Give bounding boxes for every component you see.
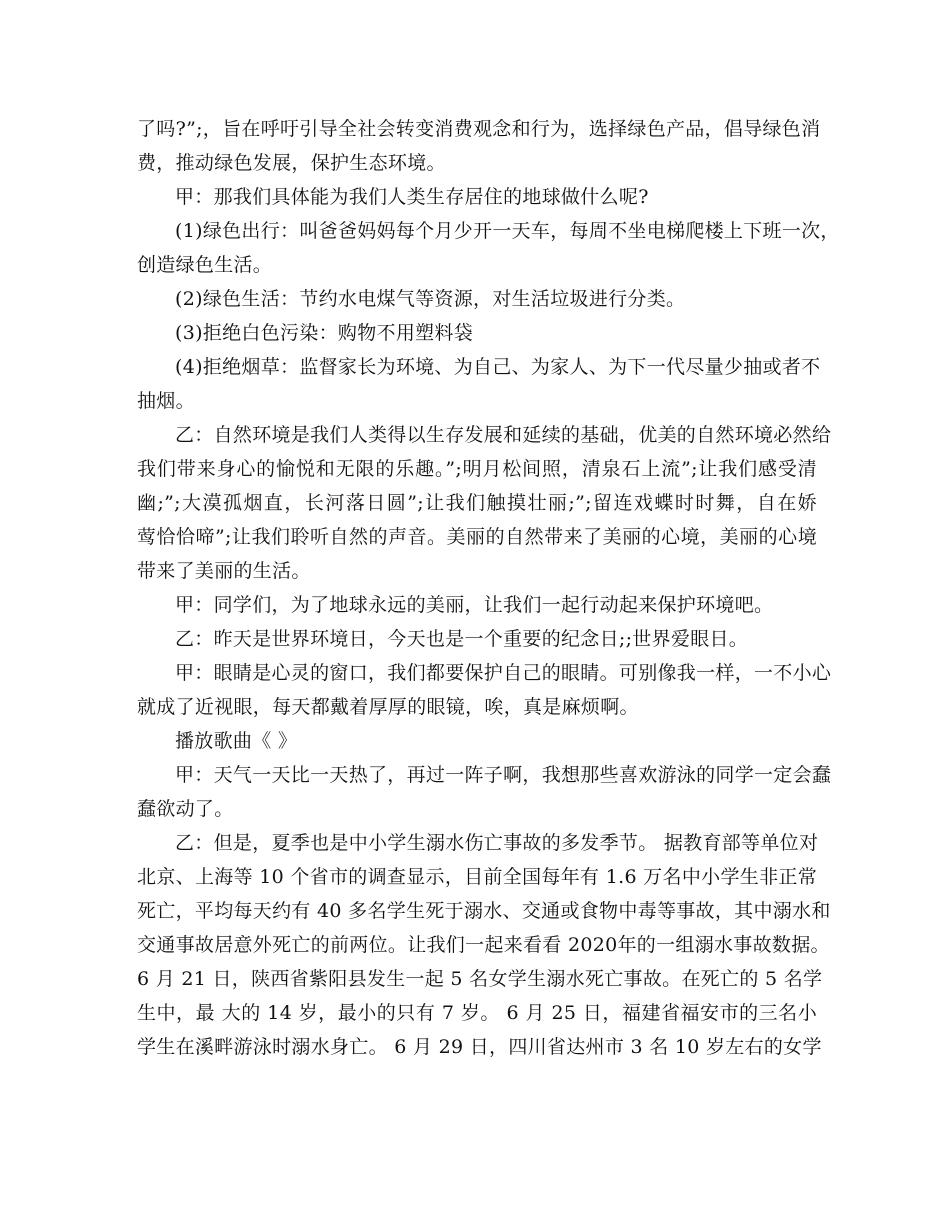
text-line: 乙：但是，夏季也是中小学生溺水伤亡事故的多发季节。 据教育部等单位对 (175, 832, 819, 854)
text-line: 了吗?”;，旨在呼吁引导全社会转变消费观念和行为，选择绿色产品，倡导绿色消 (137, 118, 821, 140)
text-line: 幽;”;大漠孤烟直，长河落日圆”;让我们触摸壮丽;”;留连戏蝶时时舞，自在娇 (137, 492, 817, 514)
text-line: 乙：昨天是世界环境日，今天也是一个重要的纪念日;;世界爱眼日。 (175, 628, 749, 650)
text-line: 乙：自然环境是我们人类得以生存发展和延续的基础，优美的自然环境必然给 (175, 424, 832, 446)
text-line: (2)绿色生活：节约水电煤气等资源，对生活垃圾进行分类。 (175, 288, 686, 310)
document-body (137, 112, 840, 1064)
text-line: 甲：天气一天比一天热了，再过一阵子啊，我想那些喜欢游泳的同学一定会蠢 (175, 764, 832, 786)
text-line: 学生在溪畔游泳时溺水身亡。 6 月 29 日，四川省达州市 3 名 10 岁左右的女学 (137, 1036, 822, 1058)
text-line: 蠢欲动了。 (137, 798, 234, 820)
text-line: 甲：同学们，为了地球永远的美丽，让我们一起行动起来保护环境吧。 (175, 594, 774, 616)
text-line: 死亡，平均每天约有 40 多名学生死于溺水、交通或食物中毒等事故，其中溺水和 (137, 900, 831, 922)
text-line: 就成了近视眼，每天都戴着厚厚的眼镜，唉，真是麻烦啊。 (137, 696, 639, 718)
text-line: 6 月 21 日，陕西省紫阳县发生一起 5 名女学生溺水死亡事故。在死亡的 5 名学 (137, 968, 823, 990)
text-line: 交通事故居意外死亡的前两位。让我们一起来看看 2020年的一组溺水事故数据。 (137, 934, 830, 956)
text-line: (3)拒绝白色污染：购物不用塑料袋 (175, 322, 474, 344)
text-line: (1)绿色出行：叫爸爸妈妈每个月少开一天车，每周不坐电梯爬楼上下班一次， (175, 220, 840, 242)
text-line: 创造绿色生活。 (137, 254, 273, 276)
text-line: 甲：眼睛是心灵的窗口，我们都要保护自己的眼睛。可别像我一样，一不小心 (175, 662, 832, 684)
text-line: 抽烟。 (137, 390, 195, 412)
text-line: 带来了美丽的生活。 (137, 560, 311, 582)
text-line: 费，推动绿色发展，保护生态环境。 (137, 152, 446, 174)
text-line: (4)拒绝烟草：监督家长为环境、为自己、为家人、为下一代尽量少抽或者不 (175, 356, 821, 378)
text-line: 莺恰恰啼”;让我们聆听自然的声音。美丽的自然带来了美丽的心境，美丽的心境 (137, 526, 817, 548)
text-line: 生中，最 大的 14 岁，最小的只有 7 岁。 6 月 25 日，福建省福安市的三名小 (137, 1002, 817, 1024)
text-line: 北京、上海等 10 个省市的调查显示，目前全国每年有 1.6 万名中小学生非正常 (137, 866, 817, 888)
text-line: 甲：那我们具体能为我们人类生存居住的地球做什么呢? (175, 186, 649, 208)
text-line: 播放歌曲《 》 (175, 730, 298, 752)
text-line: 我们带来身心的愉悦和无限的乐趣。”;明月松间照，清泉石上流”;让我们感受清 (137, 458, 817, 480)
